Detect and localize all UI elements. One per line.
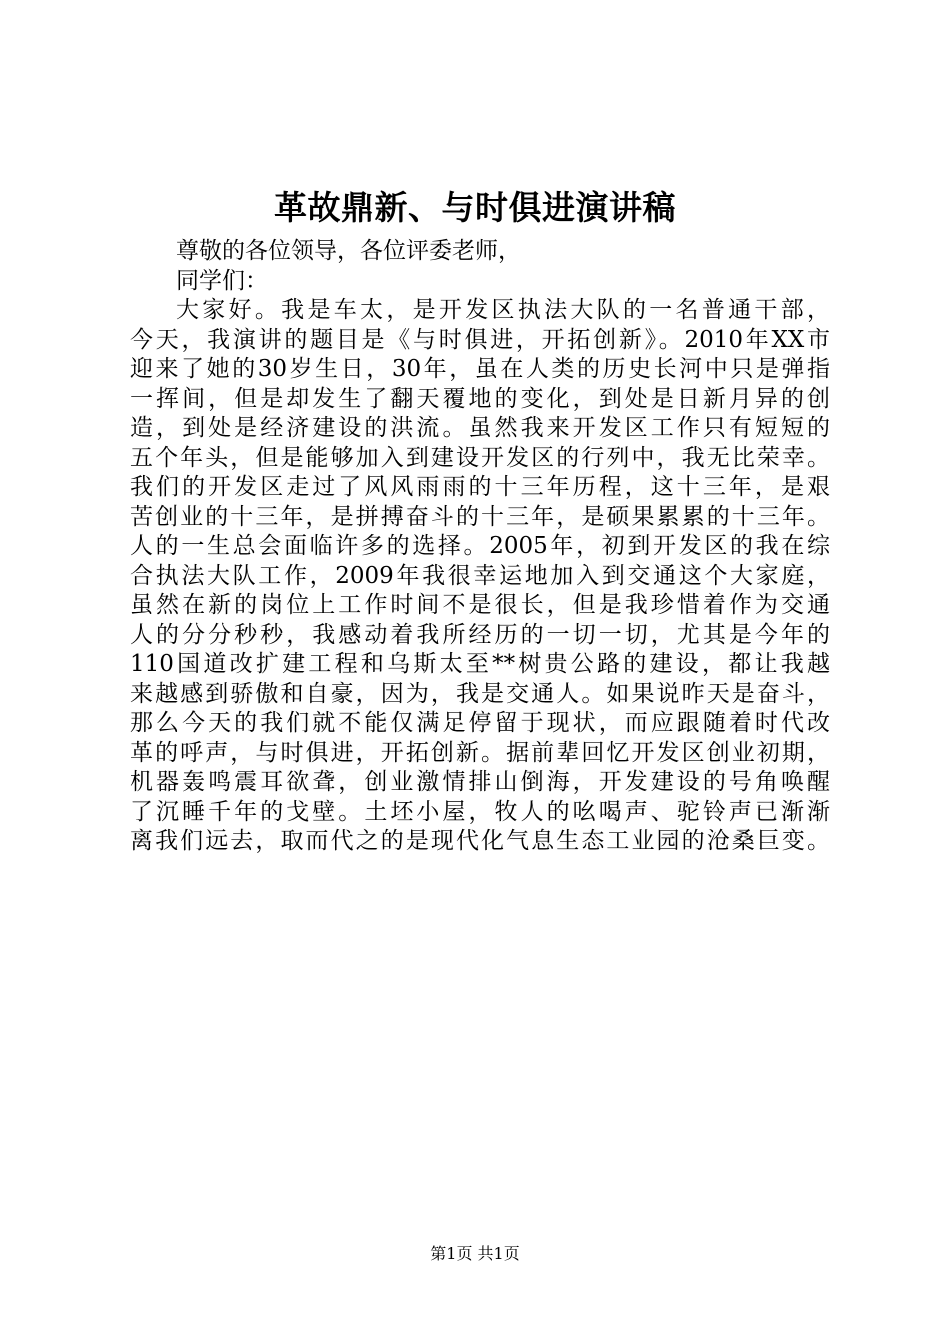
- document-title: 革故鼎新、与时俱进演讲稿: [274, 188, 676, 227]
- paragraph-line: 那么今天的我们就不能仅满足停留于现状，而应跟随着时代改: [130, 710, 830, 736]
- paragraph-line: 了沉睡千年的戈壁。土坯小屋，牧人的吆喝声、驼铃声已渐渐: [130, 798, 830, 825]
- salutation-line: 尊敬的各位领导，各位评委老师，: [176, 238, 521, 264]
- paragraph-line: 机器轰鸣震耳欲聋，创业激情排山倒海，开发建设的号角唤醒: [130, 769, 830, 795]
- paragraph-line: 合执法大队工作，2009年我很幸运地加入到交通这个大家庭，: [130, 562, 830, 589]
- paragraph-line: 一挥间，但是却发生了翻天覆地的变化，到处是日新月异的创: [130, 385, 830, 412]
- page-number-footer: 第1页 共1页: [430, 1244, 520, 1263]
- paragraph-line: 来越感到骄傲和自豪，因为，我是交通人。如果说昨天是奋斗，: [130, 680, 830, 707]
- paragraph-line: 革的呼声，与时俱进，开拓创新。据前辈回忆开发区创业初期，: [130, 739, 830, 766]
- speech-body: [130, 237, 830, 857]
- paragraph-line: 110国道改扩建工程和乌斯太至**树贵公路的建设，都让我越: [130, 651, 830, 677]
- paragraph-line: 大家好。我是车太，是开发区执法大队的一名普通干部，: [176, 297, 830, 323]
- paragraph-line: 离我们远去，取而代之的是现代化气息生态工业园的沧桑巨变。: [130, 828, 830, 854]
- salutation-line: 同学们：: [176, 267, 268, 294]
- paragraph-line: 虽然在新的岗位上工作时间不是很长，但是我珍惜着作为交通: [130, 592, 830, 618]
- paragraph-line: 我们的开发区走过了风风雨雨的十三年历程，这十三年，是艰: [130, 474, 830, 500]
- paragraph-line: 人的一生总会面临许多的选择。2005年，初到开发区的我在综: [130, 533, 830, 559]
- paragraph-line: 造，到处是经济建设的洪流。虽然我来开发区工作只有短短的: [130, 415, 830, 441]
- paragraph-line: 今天，我演讲的题目是《与时俱进，开拓创新》。2010年XX市: [130, 326, 830, 353]
- paragraph-line: 苦创业的十三年，是拼搏奋斗的十三年，是硕果累累的十三年。: [130, 503, 830, 530]
- paragraph-line: 人的分分秒秒，我感动着我所经历的一切一切，尤其是今年的: [130, 621, 830, 648]
- paragraph-line: 迎来了她的30岁生日，30年，虽在人类的历史长河中只是弹指: [130, 356, 830, 382]
- paragraph-line: 五个年头，但是能够加入到建设开发区的行列中，我无比荣幸。: [130, 444, 830, 471]
